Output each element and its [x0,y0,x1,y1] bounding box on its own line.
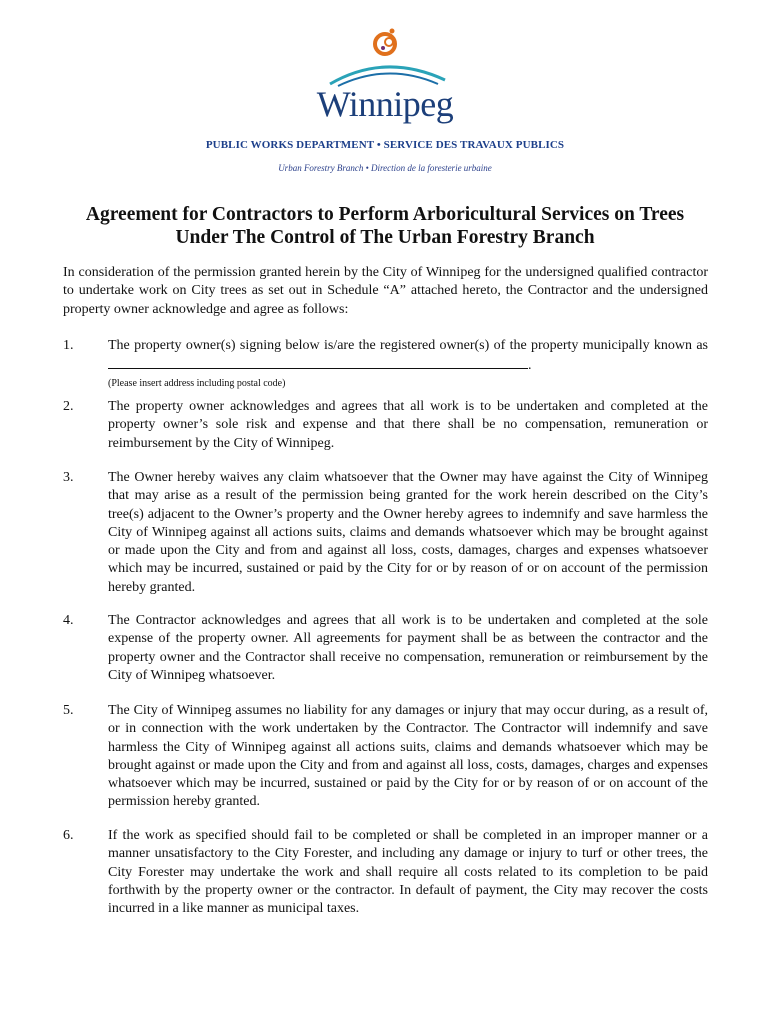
clause-text: The Owner hereby waives any claim whatsoever that the Owner may have against the City of Winnipeg that may arise as a result of the permission being granted for the work herein described on the City’s tree(s) adjacent to the Owner’s property and the Owner hereby agrees to indemnify and save harmless the City of Winnipeg against all actions suits, claims and demands whatsoever which may be brought against or made upon the City and from and against all loss, costs, damages, charges and expenses whatsoever which may be incurred, sustained or paid by the City for or by reason of or on account of the permission hereby granted. [108,470,708,595]
clause-2 [63,398,708,453]
clause-text: The Contractor acknowledges and agrees that all work is to be undertaken and completed at the sole expense of the property owner. All agreements for payment shall be as between the contractor and the property owner and the Contractor shall receive no compensation, remuneration or reimbursement by the City of Winnipeg whatsoever. [108,613,708,683]
clause-3 [63,469,708,597]
clause-5 [63,702,708,812]
logo-wordmark: Winnipeg [316,84,454,124]
address-note: (Please insert address including postal code) [108,377,286,389]
clause-1 [63,337,708,391]
clause-number: 6. [63,828,74,843]
clause-text [108,337,708,391]
clause-number: 3. [63,470,74,485]
branch-line: Urban Forestry Branch • Direction de la foresterie urbaine [278,163,492,173]
clause-text: The City of Winnipeg assumes no liability for any damages or injury that may occur during, as a result of, or in connection with the work undertaken by the Contractor. The Contractor will indemnify and save harmless the City of Winnipeg against all actions suits, claims and demands whatsoever which may be brought against or made upon the City and from and against all loss, costs, damages, charges and expenses whatsoever which may be incurred, sustained or paid by the City for or by reason of or on account of the permission hereby granted. [108,703,708,810]
clause-number: 4. [63,613,74,628]
logo-mark-icon [310,22,460,88]
title-line-2: Under The Control of The Urban Forestry Branch [175,227,595,248]
clause-number: 5. [63,703,74,718]
title-line-1: Agreement for Contractors to Perform Arboricultural Services on Trees [85,204,685,225]
winnipeg-logo [310,22,460,130]
department-line: PUBLIC WORKS DEPARTMENT • SERVICE DES TRAVAUX PUBLICS [205,139,565,151]
clause-number: 2. [63,399,74,414]
clause-text: The property owner acknowledges and agrees that all work is to be undertaken and completed at the property owner’s sole risk and expense and that there shall be no compensation, remuneration or reimbursement by the City of Winnipeg. [108,399,708,451]
clause-4 [63,612,708,685]
address-field[interactable] [108,355,528,369]
clause-number: 1. [63,338,74,353]
clause-6 [63,827,708,918]
intro-paragraph: In consideration of the permission granted herein by the City of Winnipeg for the undersigned qualified contractor to undertake work on City trees as set out in Schedule “A” attached hereto, the Contractor and the undersigned property owner acknowledge and agree as follows: [63,265,708,317]
clause-1-period: . [528,358,532,374]
document-title [40,203,730,249]
clause-text: If the work as specified should fail to be completed or shall be completed in an improper manner or a manner unsatisfactory to the City Forester, and including any damage or injury to turf or other trees, the City Forester may undertake the work and shall require all costs related to its completion to be paid forthwith by the property owner or the contractor. In default of payment, the City may recover the costs incurred in a like manner as municipal taxes. [108,828,708,917]
clause-1-text: The property owner(s) signing below is/are the registered owner(s) of the property municipally known as [108,338,708,353]
